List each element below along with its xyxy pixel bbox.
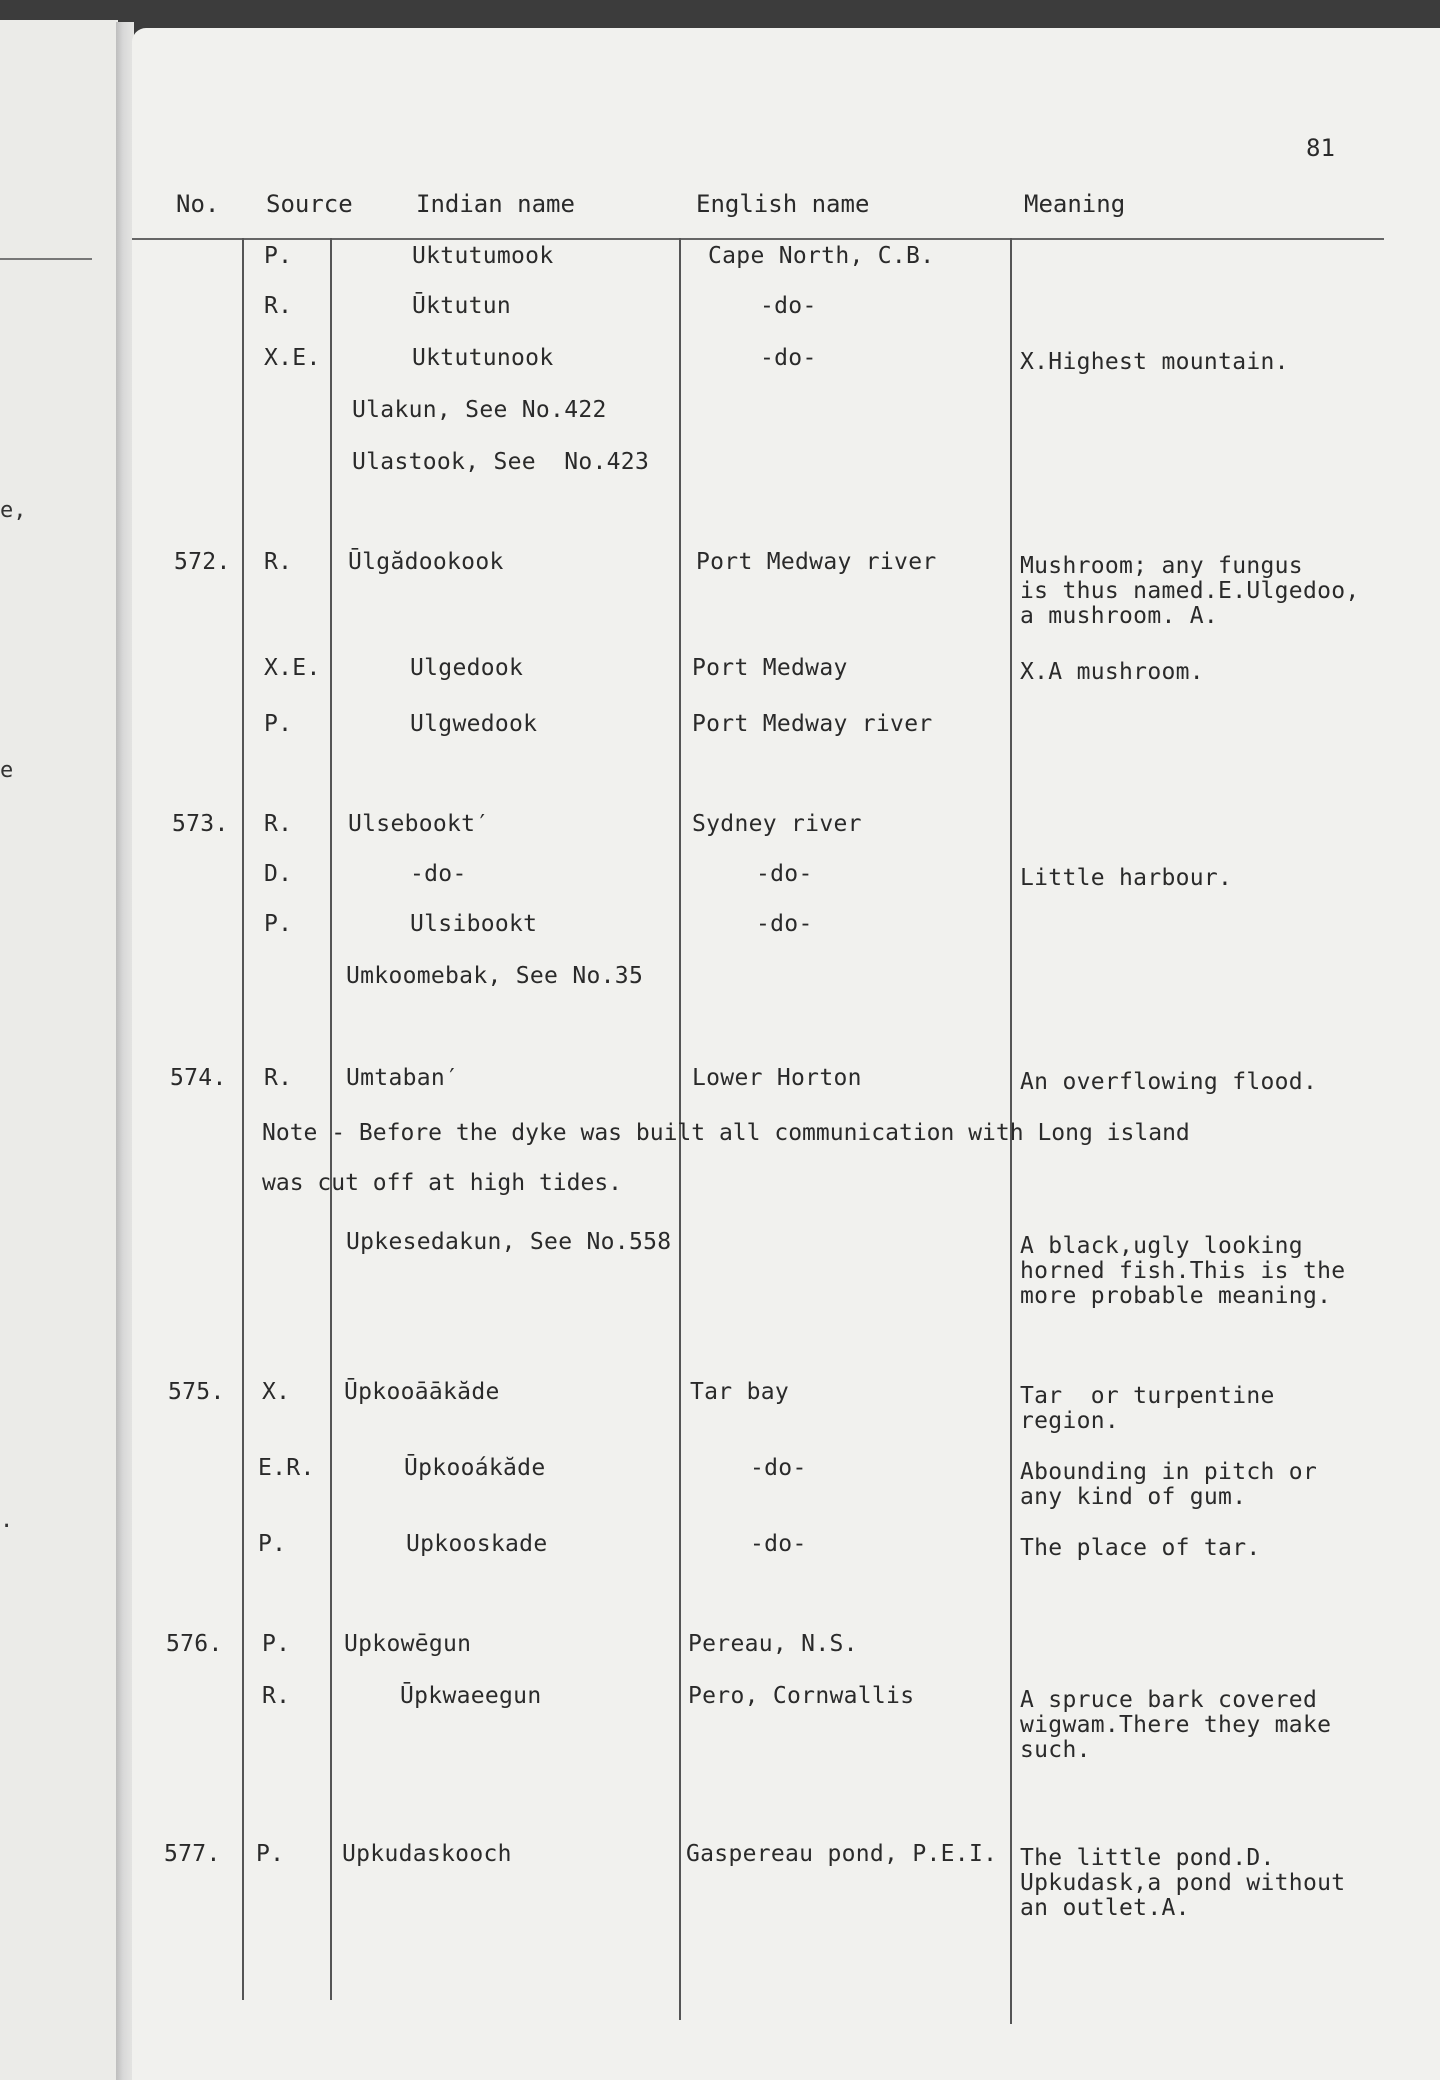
source-code: R. — [262, 1683, 291, 1709]
english-name: Cape North, C.B. — [708, 243, 935, 269]
english-name: Port Medway — [692, 655, 848, 681]
left-page-text-fragment: e — [0, 758, 14, 783]
indian-name: Upkudaskooch — [342, 1841, 512, 1867]
english-name: Sydney river — [692, 811, 862, 837]
indian-name: Ulsebookt′ — [348, 811, 490, 837]
indian-name: Umkoomebak, See No.35 — [346, 963, 644, 989]
meaning-text: The place of tar. — [1020, 1535, 1261, 1561]
meaning-text: A spruce bark covered wigwam.There they make such. — [1020, 1687, 1332, 1763]
header-english-name: English name — [696, 190, 870, 218]
indian-name: Ūpkwaeegun — [400, 1683, 542, 1709]
meaning-text: The little pond.D. Upkudask,a pond without an outlet.A. — [1020, 1845, 1346, 1921]
english-name: -do- — [756, 911, 813, 937]
meaning-text: A black,ugly looking horned fish.This is the more probable meaning. — [1020, 1233, 1346, 1309]
meaning-text: X.A mushroom. — [1020, 659, 1204, 685]
indian-name: Ūlgădookook — [348, 549, 504, 575]
column-divider — [242, 238, 244, 2000]
indian-name: Uktutunook — [412, 345, 554, 371]
header-no: No. — [176, 190, 220, 218]
english-name: -do- — [760, 293, 817, 319]
left-page-text-fragment: . — [0, 1508, 14, 1533]
entry-number: 576. — [166, 1631, 223, 1657]
source-code: R. — [264, 293, 293, 319]
indian-name: Umtaban′ — [346, 1065, 460, 1091]
left-page-edge — [0, 20, 118, 2080]
english-name: -do- — [760, 345, 817, 371]
english-name: -do- — [750, 1531, 807, 1557]
column-divider — [330, 238, 332, 2000]
left-page-rule — [0, 258, 92, 260]
indian-name: Ūpkooákăde — [404, 1455, 546, 1481]
meaning-text: Tar or turpentine region. — [1020, 1383, 1275, 1434]
left-page-text-fragment: e, — [0, 498, 27, 523]
entry-number: 575. — [168, 1379, 225, 1405]
source-code: P. — [264, 243, 293, 269]
source-code: P. — [256, 1841, 285, 1867]
source-code: P. — [264, 711, 293, 737]
source-code: R. — [264, 549, 293, 575]
entry-number: 573. — [172, 811, 229, 837]
english-name: -do- — [756, 861, 813, 887]
indian-name: Ulsibookt — [410, 911, 538, 937]
english-name: -do- — [750, 1455, 807, 1481]
meaning-text: Abounding in pitch or any kind of gum. — [1020, 1459, 1318, 1510]
source-code: X.E. — [264, 655, 321, 681]
header-meaning: Meaning — [1024, 190, 1126, 218]
english-name: Port Medway river — [696, 549, 937, 575]
header-source: Source — [266, 190, 353, 218]
indian-name: Ulgwedook — [410, 711, 538, 737]
indian-name: -do- — [410, 861, 467, 887]
header-indian-name: Indian name — [416, 190, 575, 218]
note-line-2: was cut off at high tides. — [262, 1170, 623, 1196]
header-rule — [132, 238, 1384, 240]
indian-name: Ūpkooāākăde — [344, 1379, 500, 1405]
indian-name: Ulgedook — [410, 655, 524, 681]
page-number: 81 — [1306, 134, 1335, 162]
source-code: P. — [264, 911, 293, 937]
page — [132, 28, 1440, 2080]
note-line-1: Note - Before the dyke was built all communication with Long island — [262, 1120, 1190, 1146]
meaning-text: Mushroom; any fungus is thus named.E.Ulgedoo, a mushroom. A. — [1020, 553, 1360, 629]
english-name: Gaspereau pond, P.E.I. — [686, 1841, 998, 1867]
meaning-text: An overflowing flood. — [1020, 1069, 1318, 1095]
source-code: X. — [262, 1379, 291, 1405]
source-code: P. — [258, 1531, 287, 1557]
source-code: D. — [264, 861, 293, 887]
indian-name: Upkowēgun — [344, 1631, 472, 1657]
indian-name: Uktutumook — [412, 243, 554, 269]
source-code: X.E. — [264, 345, 321, 371]
english-name: Lower Horton — [692, 1065, 862, 1091]
indian-name: Ulakun, See No.422 — [352, 397, 607, 423]
source-code: E.R. — [258, 1455, 315, 1481]
indian-name: Ūktutun — [412, 293, 512, 319]
indian-name: Ulastook, See No.423 — [352, 449, 650, 475]
indian-name: Upkooskade — [406, 1531, 548, 1557]
meaning-text: X.Highest mountain. — [1020, 349, 1289, 375]
source-code: R. — [264, 811, 293, 837]
english-name: Tar bay — [690, 1379, 790, 1405]
english-name: Pereau, N.S. — [688, 1631, 858, 1657]
entry-number: 574. — [170, 1065, 227, 1091]
source-code: R. — [264, 1065, 293, 1091]
english-name: Pero, Cornwallis — [688, 1683, 915, 1709]
entry-number: 572. — [174, 549, 231, 575]
entry-number: 577. — [164, 1841, 221, 1867]
meaning-text: Little harbour. — [1020, 865, 1233, 891]
source-code: P. — [262, 1631, 291, 1657]
indian-name: Upkesedakun, See No.558 — [346, 1229, 672, 1255]
english-name: Port Medway river — [692, 711, 933, 737]
